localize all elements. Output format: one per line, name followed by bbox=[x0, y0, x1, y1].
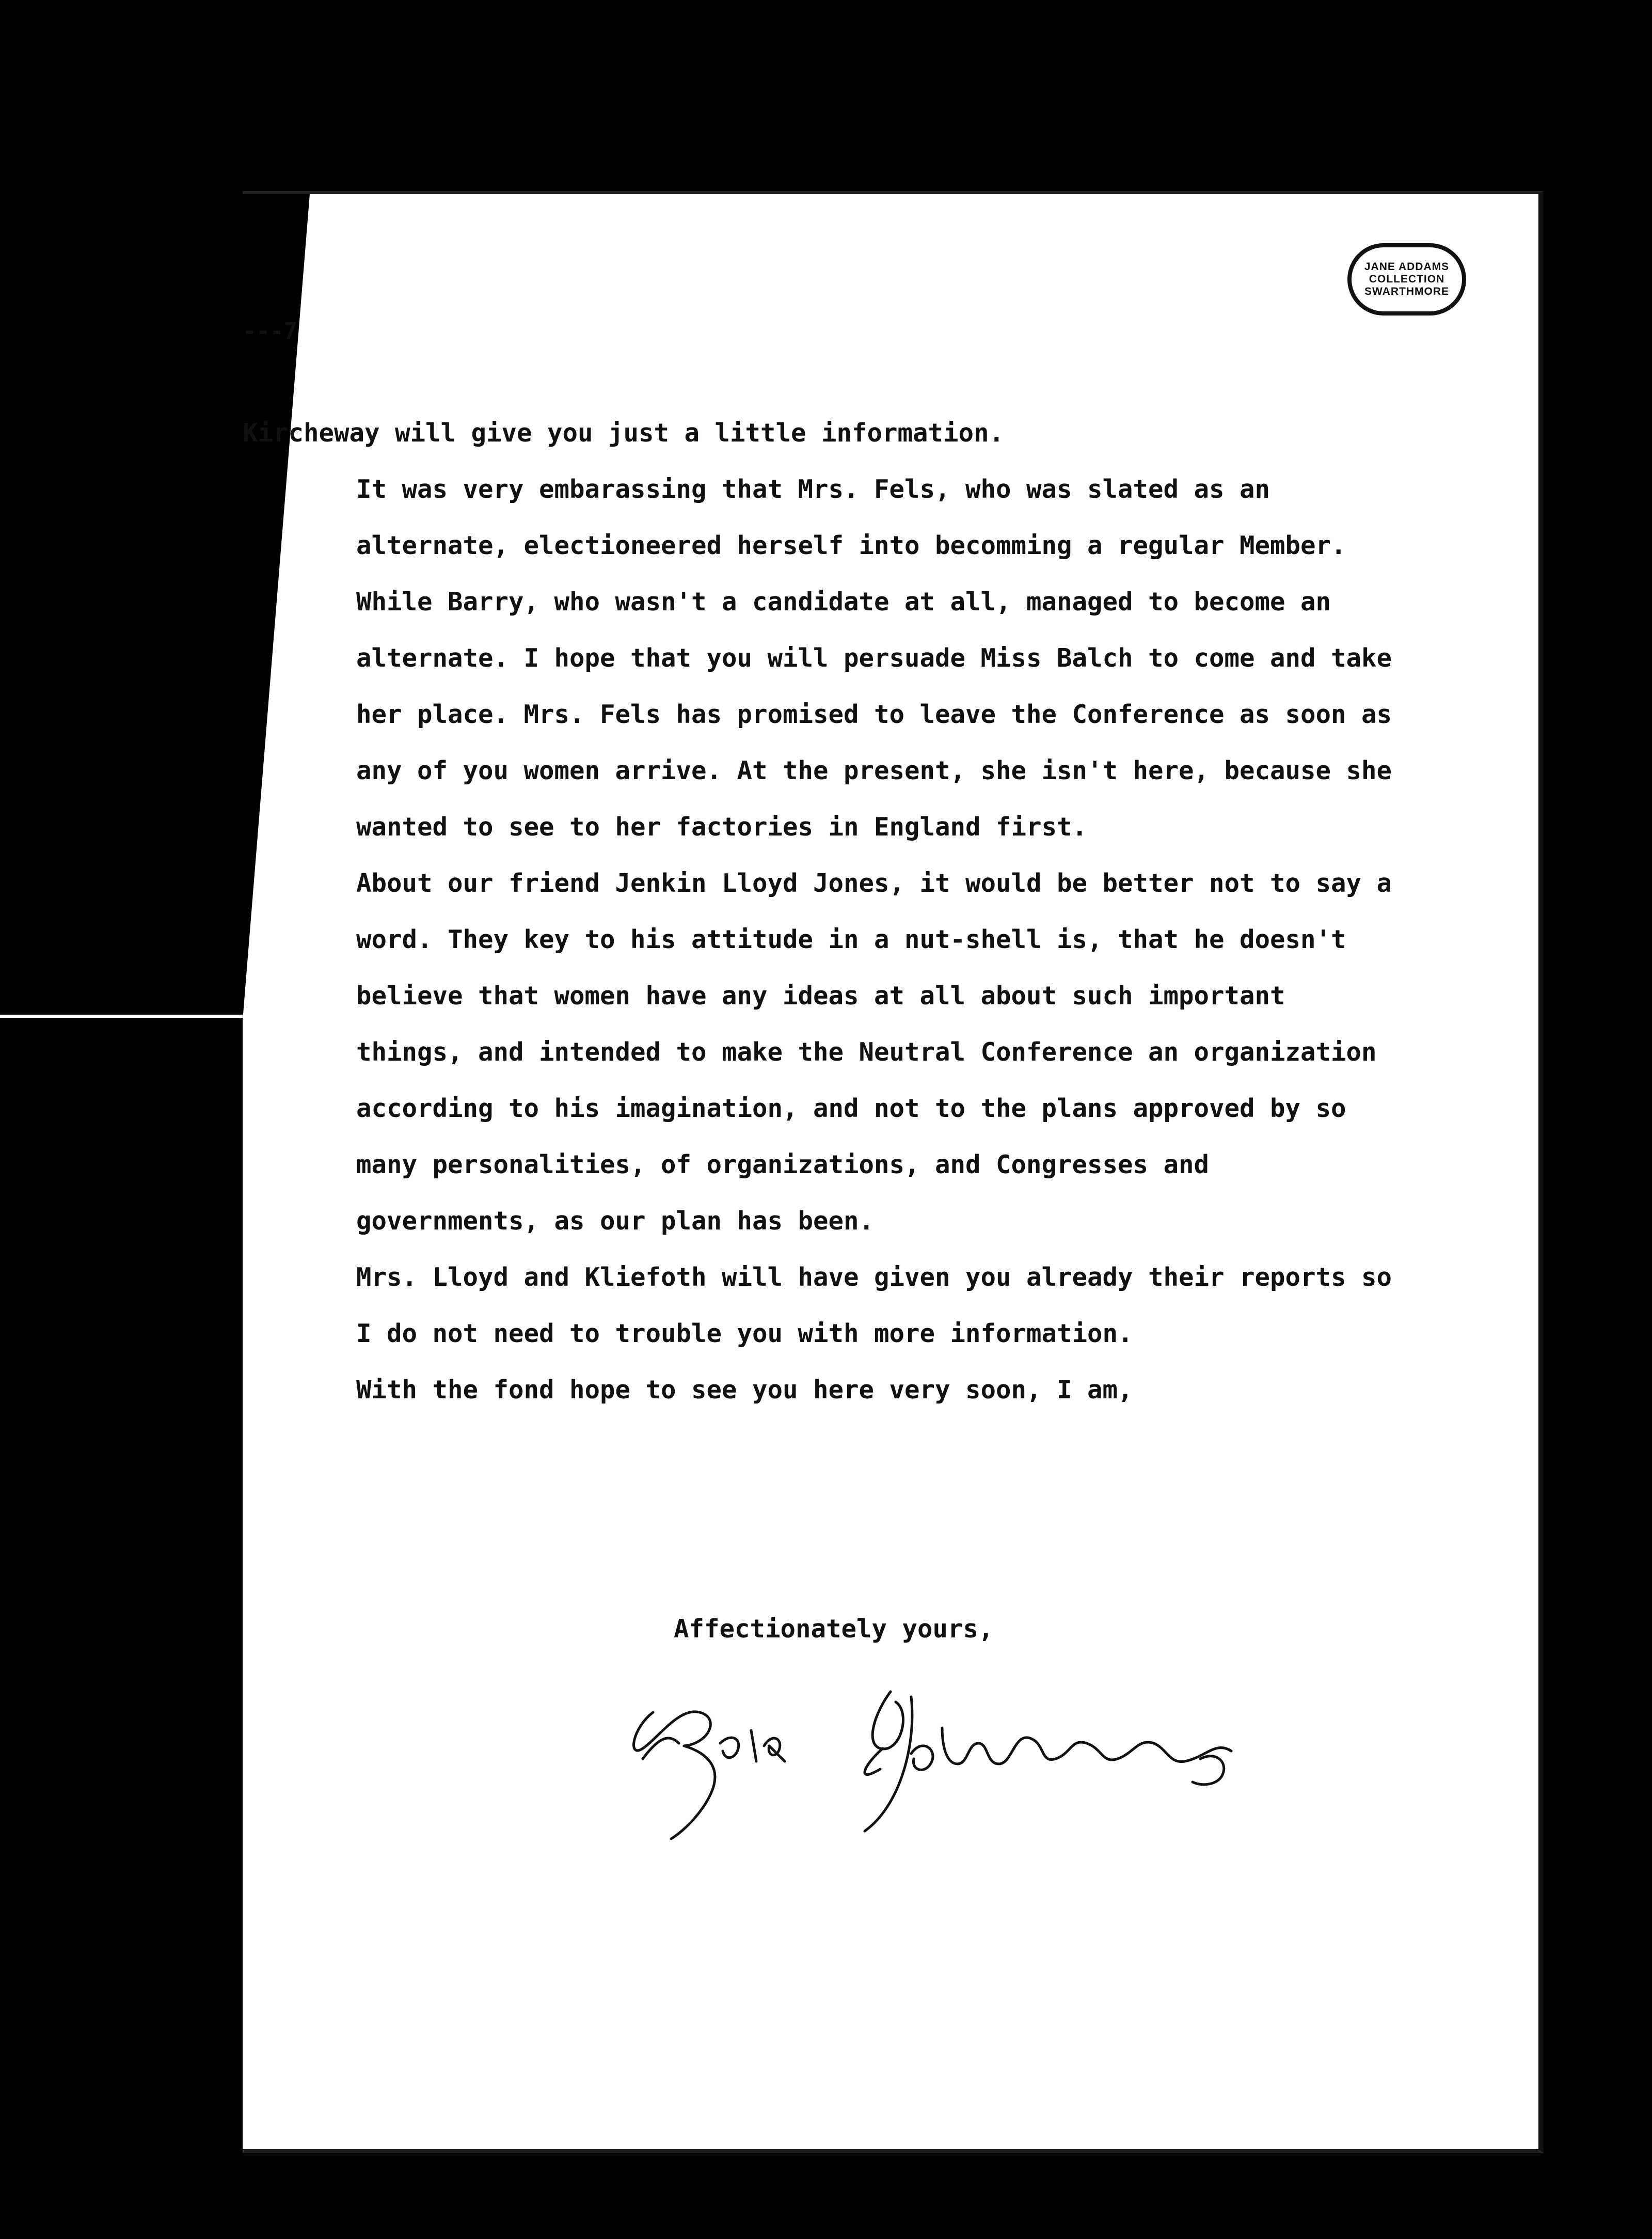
paragraph-3: About our friend Jenkin Lloyd Jones, it would be better not to say a word. They key to his attitude in a nut-shell is, that he doesn't believe that women have any ideas at all about such important things, and intended to make the Neutral Conference an organization according to his imagination, and not to the plans approved by so many personalities, of organizations, and Congresses and governments, as our plan has been. bbox=[356, 869, 1407, 1236]
paragraph-2: It was very embarassing that Mrs. Fels, who was slated as an alternate, electioneered herself into becomming a regular Member. While Barry, who wasn't a candidate at all, managed to become an alternate. I hope that you will persuade Miss Balch to come and take her place. Mrs. Fels has promised to leave the Conference as soon as any of you women arrive. At the present, she isn't here, because she wanted to see to her factories in England first. bbox=[356, 475, 1407, 842]
letter-body bbox=[243, 405, 1407, 1418]
left-edge-line bbox=[0, 1015, 243, 1018]
paragraph-4: Mrs. Lloyd and Kliefoth will have given you already their reports so I do not need to trouble you with more information. bbox=[356, 1263, 1407, 1348]
signature-text: Rosika Schwimmer bbox=[622, 1681, 627, 1682]
closing: Affectionately yours, bbox=[674, 1614, 994, 1644]
letter-page bbox=[243, 191, 1544, 2153]
stamp-line-2: COLLECTION bbox=[1369, 273, 1445, 285]
stamp-line-3: SWARTHMORE bbox=[1364, 286, 1449, 298]
stamp-line-1: JANE ADDAMS bbox=[1364, 260, 1450, 273]
archive-stamp bbox=[1347, 243, 1466, 316]
page-number: ---7 bbox=[243, 318, 297, 344]
paragraph-1: Kircheway will give you just a little information. bbox=[243, 418, 1005, 448]
handwritten-signature bbox=[622, 1681, 1319, 1847]
paragraph-5: With the fond hope to see you here very soon, I am, bbox=[356, 1375, 1133, 1405]
